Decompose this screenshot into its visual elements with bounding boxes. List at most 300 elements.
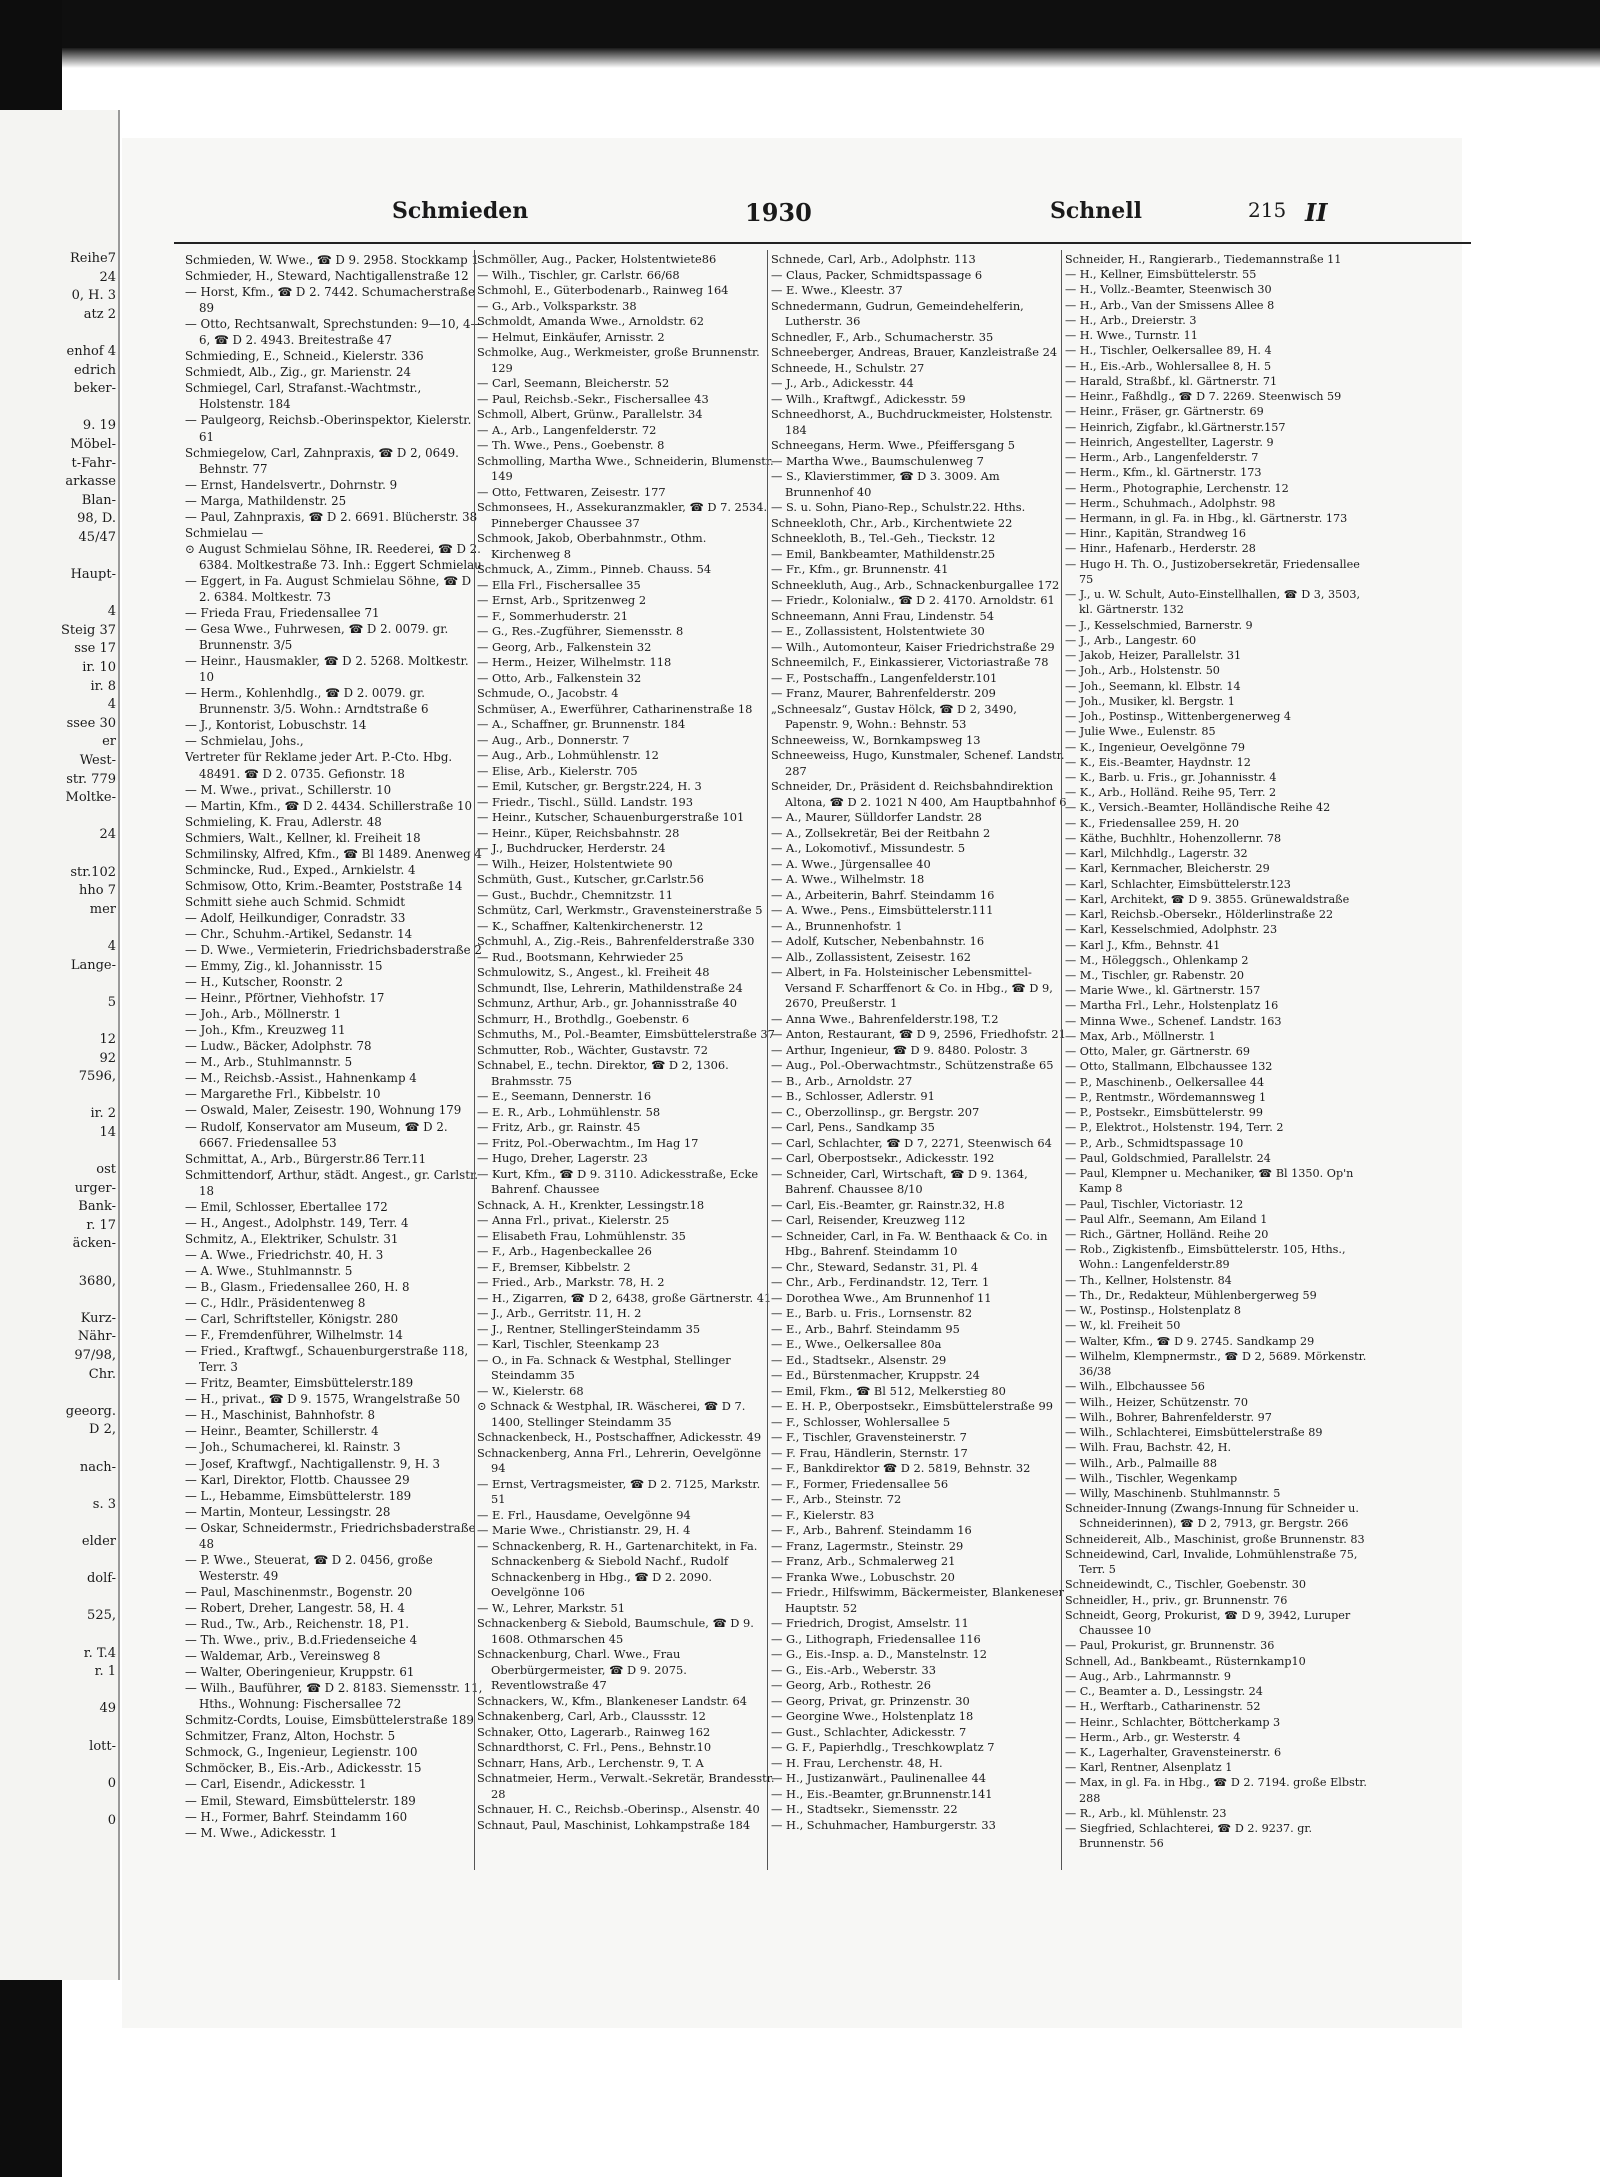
directory-entry: — C., Beamter a. D., Lessingstr. 24 <box>1065 1685 1263 1699</box>
previous-page-fragment: s. 3 <box>92 1496 116 1512</box>
directory-entry: Schneidler, H., priv., gr. Brunnenstr. 76 <box>1065 1593 1288 1607</box>
directory-entry: Schmitt siehe auch Schmid. Schmidt <box>185 894 406 909</box>
previous-page-fragment <box>0 1143 118 1162</box>
directory-entry: ⊙ August Schmielau Söhne, IR. Reederei, ☎ D 2. 6384. Moltkestraße 73. Inh.: Eggert Schmielau <box>185 541 482 572</box>
directory-entry: — Th., Dr., Redakteur, Mühlenbergerweg 59 <box>1065 1288 1317 1302</box>
directory-entry: — Anna Wwe., Bahrenfelderstr.198, T.2 <box>771 1011 999 1026</box>
directory-entry: — F., Arb., Steinstr. 72 <box>771 1492 902 1506</box>
directory-entry: Vertreter für Reklame jeder Art. P.-Cto. Hbg. 48491. ☎ D 2. 0735. Gefionstr. 18 <box>185 750 453 781</box>
directory-entry: — F., Arb., Bahrenf. Steindamm 16 <box>771 1523 972 1537</box>
previous-page-fragment: 49 <box>99 1701 116 1717</box>
directory-entry: — F. Frau, Händlerin, Sternstr. 17 <box>771 1445 968 1460</box>
previous-page-fragment: str. 779 <box>66 771 116 787</box>
previous-page-fragment: str.102 <box>70 864 116 880</box>
directory-entry: — Gesa Wwe., Fuhrwesen, ☎ D 2. 0079. gr. Brunnenstr. 3/5 <box>185 622 449 653</box>
directory-entry: — D. Wwe., Vermieterin, Friedrichsbaderstraße 2 <box>185 943 482 958</box>
previous-page-fragment: 4 <box>107 604 116 620</box>
directory-entry: Schmunz, Arthur, Arb., gr. Johannisstraße 40 <box>477 996 737 1010</box>
directory-entry: Schmiers, Walt., Kellner, kl. Freiheit 18 <box>185 830 421 845</box>
previous-page-fragment: Steig 37 <box>61 622 116 638</box>
directory-entry: Schmoll, Albert, Grünw., Parallelstr. 34 <box>477 407 703 421</box>
directory-entry: Schmonsees, H., Assekuranzmakler, ☎ D 7. 2534. Pinneberger Chaussee 37 <box>477 500 768 530</box>
running-head-first-entry: Schmieden <box>392 198 529 224</box>
directory-entry: — K., Ingenieur, Oevelgönne 79 <box>1065 740 1246 754</box>
directory-entry: Schmieling, K. Frau, Adlerstr. 48 <box>185 814 382 829</box>
directory-entry: — Otto, Fettwaren, Zeisestr. 177 <box>477 484 666 499</box>
directory-entry: — M., Reichsb.-Assist., Hahnenkamp 4 <box>185 1071 417 1086</box>
directory-entry: — Carl, Schriftsteller, Königstr. 280 <box>185 1312 399 1327</box>
directory-entry: — Carl, Seemann, Bleicherstr. 52 <box>477 376 670 390</box>
directory-entry: — Paul, Prokurist, gr. Brunnenstr. 36 <box>1065 1639 1275 1653</box>
directory-entry: — Aug., Arb., Donnerstr. 7 <box>477 732 630 747</box>
directory-entry: — H., Angest., Adolphstr. 149, Terr. 4 <box>185 1215 409 1230</box>
previous-page-fragment <box>0 1514 118 1533</box>
directory-entry: Schmütz, Carl, Werkmstr., Gravensteinerstraße 5 <box>477 903 763 917</box>
directory-entry: Schneidewindt, C., Tischler, Goebenstr. 30 <box>1065 1578 1306 1592</box>
directory-entry: Schmisow, Otto, Krim.-Beamter, Poststraße 14 <box>185 878 463 893</box>
directory-entry: — Max, Arb., Möllnerstr. 1 <box>1065 1029 1216 1043</box>
previous-page-fragment: er <box>102 734 116 750</box>
directory-entry: — Joh., Kfm., Kreuzweg 11 <box>185 1023 346 1038</box>
directory-entry: Schneider, Dr., Präsident d. Reichsbahndirektion Altona, ☎ D 2. 1021 N 400, Am Hauptbahnhof 6 <box>771 779 1067 809</box>
directory-entry: — Wilh., Arb., Palmaille 88 <box>1065 1456 1218 1470</box>
directory-part: II <box>1305 198 1328 227</box>
directory-entry: — S., Klavierstimmer, ☎ D 3. 3009. Am Brunnenhof 40 <box>771 469 1000 499</box>
directory-entry: — Otto, Arb., Falkenstein 32 <box>477 670 642 685</box>
previous-page-fragment: atz 2 <box>83 306 116 322</box>
previous-page-fragment: ssee 30 <box>66 715 116 731</box>
directory-entry: — Th. Wwe., priv., B.d.Friedenseiche 4 <box>185 1633 418 1648</box>
directory-entry: Schneekloth, B., Tel.-Geh., Tieckstr. 12 <box>771 531 996 545</box>
directory-entry: — W., Postinsp., Holstenplatz 8 <box>1065 1304 1241 1318</box>
directory-entry: — F., Tischler, Gravensteinerstr. 7 <box>771 1430 967 1444</box>
directory-entry: — F., Fremdenführer, Wilhelmstr. 14 <box>185 1328 403 1343</box>
directory-entry: — Max, in gl. Fa. in Hbg., ☎ D 2. 7194. große Elbstr. 288 <box>1065 1776 1367 1805</box>
previous-page-fragment: äcken- <box>72 1236 116 1252</box>
directory-entry: — Paul, Zahnpraxis, ☎ D 2. 6691. Blücherstr. 38 <box>185 509 478 524</box>
directory-entry: — J., Arb., Adickesstr. 44 <box>771 376 914 390</box>
directory-entry: — Friedrich, Drogist, Amselstr. 11 <box>771 1616 969 1630</box>
previous-page-fragment: elder <box>81 1533 116 1549</box>
directory-entry: — Herm., Arb., gr. Westerstr. 4 <box>1065 1730 1241 1744</box>
directory-entry: — Marga, Mathildenstr. 25 <box>185 493 347 508</box>
previous-page-fragment <box>0 1087 118 1106</box>
previous-page-fragment: Nähr- <box>77 1329 116 1345</box>
previous-page-fragment: West- <box>79 753 116 769</box>
directory-entry: — Schmielau, Johs., <box>185 734 304 749</box>
directory-entry: — H., Werftarb., Catharinenstr. 52 <box>1065 1700 1261 1714</box>
directory-entry: — H., Former, Bahrf. Steindamm 160 <box>185 1809 408 1824</box>
previous-page-fragment: edrich <box>73 362 116 378</box>
directory-entry: — Aug., Arb., Lahrmannstr. 9 <box>1065 1669 1232 1683</box>
directory-entry: — Schneider, Carl, Wirtschaft, ☎ D 9. 1364, Bahrenf. Chaussee 8/10 <box>771 1166 1028 1196</box>
directory-entry: — Julie Wwe., Eulenstr. 85 <box>1065 725 1216 739</box>
directory-entry: — W., kl. Freiheit 50 <box>1065 1319 1181 1333</box>
previous-page-fragment <box>0 919 118 938</box>
directory-entry: — Albert, in Fa. Holsteinischer Lebensmittel-Versand F. Scharffenort & Co. in Hbg., ☎ D 9, 2670, Preußerstr. 1 <box>771 965 1053 1010</box>
directory-entry: Schnackenberg, Anna Frl., Lehrerin, Oevelgönne 94 <box>477 1445 762 1475</box>
directory-entry: — Claus, Packer, Schmidtspassage 6 <box>771 267 983 282</box>
previous-page-fragment: nach- <box>79 1459 116 1475</box>
directory-entry: — A. Wwe., Wilhelmstr. 18 <box>771 872 925 886</box>
directory-entry: — Aug., Pol.-Oberwachtmstr., Schützenstraße 65 <box>771 1058 1054 1072</box>
directory-entry: — A. Wwe., Friedrichstr. 40, H. 3 <box>185 1247 384 1262</box>
previous-page-fragment: 4 <box>107 938 116 954</box>
previous-page-fragment: ir. 8 <box>90 678 116 694</box>
directory-column-4 <box>1065 252 1375 1872</box>
directory-entry: — Käthe, Buchhltr., Hohenzollernr. 78 <box>1065 831 1282 845</box>
directory-entry: — Alb., Zollassistent, Zeisestr. 162 <box>771 949 972 964</box>
directory-entry: Schmuths, M., Pol.-Beamter, Eimsbüttelerstraße 37 <box>477 1027 775 1041</box>
directory-entry: — Heinr., Schlachter, Böttcherkamp 3 <box>1065 1715 1281 1729</box>
directory-entry: Schnauer, H. C., Reichsb.-Oberinsp., Alsenstr. 40 <box>477 1802 760 1816</box>
directory-entry: — Horst, Kfm., ☎ D 2. 7442. Schumacherstraße 89 <box>185 285 475 316</box>
directory-entry: — Karl, Kernmacher, Bleicherstr. 29 <box>1065 862 1270 876</box>
directory-entry: — Rud., Bootsmann, Kehrwieder 25 <box>477 949 684 964</box>
directory-entry: — F., Bankdirektor ☎ D 2. 5819, Behnstr. 32 <box>771 1461 1031 1475</box>
directory-entry: — E. H. P., Oberpostsekr., Eimsbüttelerstraße 99 <box>771 1399 1053 1413</box>
directory-entry: — Jakob, Heizer, Parallelstr. 31 <box>1065 649 1242 663</box>
directory-entry: — Carl, Eis.-Beamter, gr. Rainstr.32, H.8 <box>771 1197 1005 1212</box>
directory-entry: — P., Postsekr., Eimsbüttelerstr. 99 <box>1065 1106 1263 1120</box>
directory-entry: — Frieda Frau, Friedensallee 71 <box>185 606 380 621</box>
directory-entry: — Ernst, Arb., Spritzenweg 2 <box>477 593 647 607</box>
directory-entry: — Heinr., Küper, Reichsbahnstr. 28 <box>477 825 680 840</box>
previous-page-fragment: 0 <box>107 1775 116 1791</box>
directory-entry: — G., Arb., Volksparkstr. 38 <box>477 298 637 313</box>
running-head-last-entry: Schnell <box>1050 198 1142 224</box>
previous-page-fragment: ir. 10 <box>82 660 116 676</box>
directory-entry: — W., Lehrer, Markstr. 51 <box>477 1600 626 1615</box>
previous-page-fragment: Bank- <box>78 1199 116 1215</box>
directory-entry: Schneemann, Anni Frau, Lindenstr. 54 <box>771 608 994 623</box>
directory-entry: Schmüth, Gust., Kutscher, gr.Carlstr.56 <box>477 872 704 886</box>
directory-entry: — B., Schlosser, Adlerstr. 91 <box>771 1089 935 1103</box>
directory-entry: — Rich., Gärtner, Holländ. Reihe 20 <box>1065 1228 1269 1241</box>
directory-entry: — E. Wwe., Kleestr. 37 <box>771 283 903 297</box>
directory-entry: — M. Wwe., privat., Schillerstr. 10 <box>185 782 392 797</box>
directory-entry: Schmohl, E., Güterbodenarb., Rainweg 164 <box>477 283 729 297</box>
directory-entry: — Schneider, Carl, in Fa. W. Benthaack & Co. in Hbg., Bahrenf. Steindamm 10 <box>771 1228 1048 1258</box>
directory-entry: — Karl, Reichsb.-Obersekr., Hölderlinstraße 22 <box>1065 908 1334 922</box>
directory-entry: Schnaut, Paul, Maschinist, Lohkampstraße 184 <box>477 1817 751 1832</box>
directory-entry: — C., Oberzollinsp., gr. Bergstr. 207 <box>771 1104 980 1119</box>
directory-entry: Schmude, O., Jacobstr. 4 <box>477 686 619 700</box>
directory-entry: — Rob., Zigkistenfb., Eimsbüttelerstr. 105, Hths., Wohn.: Langenfelderstr.89 <box>1065 1243 1346 1272</box>
directory-entry: — Joh., Schumacherei, kl. Rainstr. 3 <box>185 1440 401 1455</box>
directory-entry: Schmieden, W. Wwe., ☎ D 9. 2958. Stockkamp 1 <box>185 253 479 267</box>
previous-page-fragment <box>0 1756 118 1775</box>
previous-page-fragment: Reihe7 <box>70 251 116 266</box>
directory-entry: — Friedr., Kolonialw., ☎ D 2. 4170. Arnoldstr. 61 <box>771 593 1055 607</box>
directory-entry: — Ed., Stadtsekr., Alsenstr. 29 <box>771 1352 947 1367</box>
previous-page-fragment <box>0 1440 118 1459</box>
previous-page-fragment: mer <box>89 901 116 917</box>
directory-entry: — Heinr., Kutscher, Schauenburgerstraße 101 <box>477 810 745 824</box>
previous-page-fragment: sse 17 <box>74 641 116 657</box>
directory-entry: — E., Zollassistent, Holstentwiete 30 <box>771 624 985 638</box>
directory-entry: — C., Hdlr., Präsidentenweg 8 <box>185 1296 366 1311</box>
previous-page-fragment <box>0 548 118 567</box>
directory-entry: — Martha Wwe., Baumschulenweg 7 <box>771 453 984 468</box>
previous-page-fragment: beker- <box>73 381 116 397</box>
previous-page-fragment <box>0 845 118 864</box>
directory-entry: — Fritz, Arb., gr. Rainstr. 45 <box>477 1120 641 1134</box>
previous-page-fragment: 45/47 <box>78 529 116 545</box>
directory-entry: Schmittendorf, Arthur, städt. Angest., gr. Carlstr. 18 <box>185 1167 479 1198</box>
directory-entry: — Minna Wwe., Schenef. Landstr. 163 <box>1065 1014 1282 1028</box>
directory-entry: — H., Arb., Van der Smissens Allee 8 <box>1065 298 1275 312</box>
directory-entry: Schnackenburg, Charl. Wwe., Frau Oberbürgermeister, ☎ D 9. 2075. Reventlowstraße 47 <box>477 1647 687 1692</box>
previous-page-fragment: ost <box>96 1162 116 1178</box>
directory-entry: — Karl J., Kfm., Behnstr. 41 <box>1065 938 1221 952</box>
directory-entry: Schnell, Ad., Bankbeamt., Rüsternkamp10 <box>1065 1654 1306 1668</box>
directory-entry: — H., Stadtsekr., Siemensstr. 22 <box>771 1802 958 1816</box>
previous-page-fragment <box>0 1477 118 1496</box>
directory-entry: — P., Elektrot., Holstenstr. 194, Terr. 2 <box>1065 1121 1284 1135</box>
directory-entry: Schneidereit, Alb., Maschinist, große Brunnenstr. 83 <box>1065 1532 1365 1546</box>
directory-entry: — Paul, Reichsb.-Sekr., Fischersallee 43 <box>477 391 709 406</box>
directory-entry: — Georg, Privat, gr. Prinzenstr. 30 <box>771 1693 970 1708</box>
directory-entry: — Wilh., Tischler, gr. Carlstr. 66/68 <box>477 267 680 282</box>
directory-entry: — Ernst, Vertragsmeister, ☎ D 2. 7125, Markstr. 51 <box>477 1476 761 1506</box>
directory-entry: — Joh., Arb., Möllnerstr. 1 <box>185 1007 342 1022</box>
previous-page-fragment <box>0 1719 118 1738</box>
directory-entry: — H., Kellner, Eimsbüttelerstr. 55 <box>1065 268 1257 282</box>
directory-entry: — Carl, Oberpostsekr., Adickesstr. 192 <box>771 1151 995 1165</box>
directory-entry: — Georg, Arb., Rothestr. 26 <box>771 1678 931 1692</box>
previous-page-fragment <box>0 808 118 827</box>
directory-entry: Schmitz, A., Elektriker, Schulstr. 31 <box>185 1231 399 1246</box>
previous-page-fragment: Haupt- <box>70 567 116 583</box>
directory-entry: „Schneesalz“, Gustav Hölck, ☎ D 2, 3490, Papenstr. 9, Wohn.: Behnstr. 53 <box>771 701 1017 731</box>
directory-entry: — Oskar, Schneidermstr., Friedrichsbaderstraße 48 <box>185 1520 476 1551</box>
directory-entry: — P. Wwe., Steuerat, ☎ D 2. 0456, große Westerstr. 49 <box>185 1552 433 1583</box>
directory-entry: Schmundt, Ilse, Lehrerin, Mathildenstraße 24 <box>477 980 743 995</box>
previous-page-fragment: D 2, <box>89 1422 116 1438</box>
previous-page-fragment: 24 <box>99 827 116 843</box>
directory-entry: — Georgine Wwe., Holstenplatz 18 <box>771 1709 974 1723</box>
directory-entry: Schmieder, H., Steward, Nachtigallenstraße 12 <box>185 269 469 284</box>
directory-entry: — Paulgeorg, Reichsb.-Oberinspektor, Kielerstr. 61 <box>185 413 472 444</box>
directory-entry: — G., Eis.-Arb., Weberstr. 33 <box>771 1662 937 1677</box>
directory-column-2 <box>477 252 777 1872</box>
previous-page-fragment: Chr. <box>88 1366 116 1382</box>
previous-page-fragment: hho 7 <box>79 883 116 899</box>
directory-entry: — Th. Wwe., Pens., Goebenstr. 8 <box>477 438 665 452</box>
directory-entry: Schnaker, Otto, Lagerarb., Rainweg 162 <box>477 1724 711 1739</box>
directory-entry: — Karl, Kesselschmied, Adolphstr. 23 <box>1065 923 1278 937</box>
directory-entry: — H. Wwe., Turnstr. 11 <box>1065 329 1198 343</box>
previous-page-fragment <box>0 1682 118 1701</box>
directory-entry: — A., Lokomotivf., Missundestr. 5 <box>771 841 966 855</box>
directory-entry: ⊙ Schnack & Westphal, IR. Wäscherei, ☎ D 7. 1400, Stellinger Steindamm 35 <box>477 1399 746 1429</box>
directory-entry: — Hugo H. Th. O., Justizobersekretär, Friedensallee 75 <box>1065 557 1360 586</box>
directory-entry: — E., Wwe., Oelkersallee 80a <box>771 1337 942 1351</box>
directory-entry: Schmuhl, A., Zig.-Reis., Bahrenfelderstraße 330 <box>477 934 755 948</box>
directory-entry: — Otto, Rechtsanwalt, Sprechstunden: 9—10, 4—6, ☎ D 2. 4943. Breitestraße 47 <box>185 317 483 348</box>
directory-entry: — Georg, Arb., Falkenstein 32 <box>477 639 652 654</box>
column-divider <box>1061 250 1062 1870</box>
directory-entry: — F., Sommerhuderstr. 21 <box>477 608 628 623</box>
directory-entry: — F., Arb., Hagenbeckallee 26 <box>477 1244 652 1258</box>
directory-entry: — P., Rentmstr., Wördemannsweg 1 <box>1065 1090 1267 1104</box>
directory-entry: Schnakenberg, Carl, Arb., Claussstr. 12 <box>477 1709 706 1723</box>
directory-entry: — J., u. W. Schult, Auto-Einstellhallen, ☎ D 3, 3503, kl. Gärtnerstr. 132 <box>1065 588 1361 617</box>
directory-entry: — K., Barb. u. Fris., gr. Johannisstr. 4 <box>1065 770 1277 784</box>
previous-page-fragment: 0, H. 3 <box>71 288 116 304</box>
directory-entry: — Chr., Arb., Ferdinandstr. 12, Terr. 1 <box>771 1275 990 1289</box>
directory-entry: — A., Schaffner, gr. Brunnenstr. 184 <box>477 717 686 731</box>
directory-entry: — A., Maurer, Sülldorfer Landstr. 28 <box>771 810 982 824</box>
directory-entry: — Waldemar, Arb., Vereinsweg 8 <box>185 1649 381 1664</box>
directory-entry: Schmiegel, Carl, Strafanst.-Wachtmstr., Holstenstr. 184 <box>185 381 422 412</box>
directory-entry: — E., Barb. u. Fris., Lornsenstr. 82 <box>771 1306 973 1320</box>
directory-entry: — Anton, Restaurant, ☎ D 9, 2596, Friedhofstr. 21 <box>771 1027 1066 1041</box>
column-divider <box>474 250 475 1870</box>
directory-entry: — M., Arb., Stuhlmannstr. 5 <box>185 1055 353 1070</box>
directory-entry: Schmittat, A., Arb., Bürgerstr.86 Terr.11 <box>185 1151 427 1166</box>
directory-entry: — K., Arb., Holländ. Reihe 95, Terr. 2 <box>1065 786 1277 800</box>
directory-entry: — Herm., Kohlenhdlg., ☎ D 2. 0079. gr. Brunnenstr. 3/5. Wohn.: Arndtstraße 6 <box>185 686 429 717</box>
directory-entry: — H., Justizanwärt., Paulinenallee 44 <box>771 1771 986 1785</box>
directory-entry: — Robert, Dreher, Langestr. 58, H. 4 <box>185 1600 405 1615</box>
directory-entry: Schmitz-Cordts, Louise, Eimsbüttelerstraße 189 <box>185 1713 474 1728</box>
previous-page-fragment: 0 <box>107 1812 116 1828</box>
previous-page-fragment: ir. 2 <box>90 1106 116 1122</box>
previous-page-fragment: 4 <box>107 697 116 713</box>
directory-entry: — Wilh., Heizer, Schützenstr. 70 <box>1065 1395 1249 1409</box>
directory-entry: — Carl, Eisendr., Adickesstr. 1 <box>185 1777 367 1792</box>
directory-entry: Schnardthorst, C. Frl., Pens., Behnstr.10 <box>477 1740 712 1754</box>
previous-page-fragment: Lange- <box>70 957 116 973</box>
directory-entry: Schneider, H., Rangierarb., Tiedemannstraße 11 <box>1065 253 1342 266</box>
directory-entry: — Herm., Photographie, Lerchenstr. 12 <box>1065 481 1289 495</box>
directory-entry: — Helmut, Einkäufer, Arnisstr. 2 <box>477 329 665 344</box>
directory-entry: — Karl, Schlachter, Eimsbüttelerstr.123 <box>1065 877 1291 891</box>
previous-page-fragment: dolf- <box>86 1571 116 1587</box>
directory-entry: — R., Arb., kl. Mühlenstr. 23 <box>1065 1806 1227 1820</box>
previous-page-fragment: Kurz- <box>80 1310 116 1326</box>
directory-entry: — Chr., Schuhm.-Artikel, Sedanstr. 14 <box>185 926 413 941</box>
directory-entry: — Carl, Reisender, Kreuzweg 112 <box>771 1213 966 1227</box>
directory-entry: — Karl, Rentner, Alsenplatz 1 <box>1065 1761 1233 1775</box>
directory-entry: — H., privat., ☎ D 9. 1575, Wrangelstraße 50 <box>185 1392 461 1407</box>
directory-entry: Schnarr, Hans, Arb., Lerchenstr. 9, T. A <box>477 1755 704 1770</box>
previous-page-fragment <box>0 1291 118 1310</box>
directory-entry: — G., Eis.-Insp. a. D., Manstelnstr. 12 <box>771 1647 987 1661</box>
directory-entry: — Gust., Buchdr., Chemnitzstr. 11 <box>477 887 674 902</box>
previous-page-fragment: geeorg. <box>65 1403 116 1419</box>
directory-entry: — A., Zollsekretär, Bei der Reitbahn 2 <box>771 825 991 840</box>
directory-entry: — Wilh., Automonteur, Kaiser Friedrichstraße 29 <box>771 639 1055 654</box>
directory-entry: Schmolling, Martha Wwe., Schneiderin, Blumenstr. 149 <box>477 453 774 483</box>
directory-entry: Schneemilch, F., Einkassierer, Victoriastraße 78 <box>771 655 1049 669</box>
directory-entry: — K., Schaffner, Kaltenkirchenerstr. 12 <box>477 918 704 933</box>
directory-entry: — Wilh., Schlachterei, Eimsbüttelerstraße 89 <box>1065 1426 1323 1440</box>
directory-entry: Schmoldt, Amanda Wwe., Arnoldstr. 62 <box>477 314 704 328</box>
previous-page-fragment <box>0 1552 118 1571</box>
directory-entry: — Joh., Seemann, kl. Elbstr. 14 <box>1065 679 1241 693</box>
directory-entry: — Hinr., Hafenarb., Herderstr. 28 <box>1065 542 1256 556</box>
directory-entry: — B., Glasm., Friedensallee 260, H. 8 <box>185 1280 410 1294</box>
directory-entry: — Harald, Straßbf., kl. Gärtnerstr. 71 <box>1065 374 1278 388</box>
directory-entry: Schneider-Innung (Zwangs-Innung für Schneider u. Schneiderinnen), ☎ D 2, 7913, gr. Bergstr. 266 <box>1065 1502 1359 1531</box>
directory-entry: — Paul, Klempner u. Mechaniker, ☎ Bl 1350. Op'n Kamp 8 <box>1065 1167 1354 1196</box>
directory-entry: — F., Postschaffn., Langenfelderstr.101 <box>771 670 998 685</box>
directory-entry: — Chr., Steward, Sedanstr. 31, Pl. 4 <box>771 1259 979 1274</box>
directory-entry: — Willy, Maschinenb. Stuhlmannstr. 5 <box>1065 1486 1281 1500</box>
previous-page-fragment: 97/98, <box>74 1348 116 1364</box>
directory-entry: — K., Eis.-Beamter, Haydnstr. 12 <box>1065 755 1251 769</box>
directory-entry: — Paul Alfr., Seemann, Am Eiland 1 <box>1065 1212 1268 1226</box>
directory-entry: Schneede, H., Schulstr. 27 <box>771 360 925 375</box>
previous-page-fragment: r. 17 <box>86 1217 116 1233</box>
directory-entry: — Wilh., Bauführer, ☎ D 2. 8183. Siemensstr. 11, Hths., Wohnung: Fischersallee 72 <box>185 1681 483 1712</box>
previous-page-fragment <box>0 1384 118 1403</box>
directory-entry: — Wilh., Heizer, Holstentwiete 90 <box>477 856 673 871</box>
directory-column-1 <box>185 252 485 1872</box>
directory-entry: — Wilh., Kraftwgf., Adickesstr. 59 <box>771 391 966 406</box>
previous-page-fragment: t-Fahr- <box>71 455 116 471</box>
directory-entry: — Oswald, Maler, Zeisestr. 190, Wohnung 179 <box>185 1103 462 1118</box>
previous-page-fragment: 12 <box>99 1031 116 1047</box>
directory-entry: — H., Eis.-Arb., Wohlersallee 8, H. 5 <box>1065 359 1272 373</box>
directory-entry: — M., Tischler, gr. Rabenstr. 20 <box>1065 969 1244 983</box>
previous-page-fragment: lott- <box>89 1738 116 1754</box>
directory-entry: — A., Arbeiterin, Bahrf. Steindamm 16 <box>771 887 995 902</box>
directory-entry: — Marie Wwe., kl. Gärtnerstr. 157 <box>1065 984 1261 998</box>
directory-entry: — Hinr., Kapitän, Strandweg 16 <box>1065 527 1247 541</box>
directory-entry: — Ed., Bürstenmacher, Kruppstr. 24 <box>771 1368 980 1382</box>
directory-entry: — Wilhelm, Klempnermstr., ☎ D 2, 5689. Mörkenstr. 36/38 <box>1065 1349 1367 1379</box>
directory-entry: — Otto, Stallmann, Elbchaussee 132 <box>1065 1060 1273 1074</box>
directory-entry: — Walter, Oberingenieur, Kruppstr. 61 <box>185 1665 415 1680</box>
directory-entry: — Wilh., Bohrer, Bahrenfelderstr. 97 <box>1065 1410 1272 1424</box>
directory-entry: — H. Frau, Lerchenstr. 48, H. <box>771 1755 943 1770</box>
directory-entry: — Josef, Kraftwgf., Nachtigallenstr. 9, H. 3 <box>185 1456 441 1471</box>
directory-entry: — Schnackenberg, R. H., Gartenarchitekt, in Fa. Schnackenberg & Siebold Nachf., Rudolf Schnackenberg in Hbg., ☎ D 2. 2090. Oevelgönne 106 <box>477 1538 758 1599</box>
directory-entry: — Ludw., Bäcker, Adolphstr. 78 <box>185 1039 372 1054</box>
directory-entry: — F., Former, Friedensallee 56 <box>771 1476 949 1491</box>
directory-entry: — H., Vollz.-Beamter, Steenwisch 30 <box>1065 283 1272 297</box>
header-rule <box>174 242 1471 244</box>
directory-entry: — P., Maschinenb., Oelkersallee 44 <box>1065 1075 1265 1089</box>
directory-entry: — F., Schlosser, Wohlersallee 5 <box>771 1414 951 1429</box>
directory-entry: Schnabel, E., techn. Direktor, ☎ D 2, 1306. Brahmsstr. 75 <box>477 1058 729 1088</box>
directory-entry: — H., Eis.-Beamter, gr.Brunnenstr.141 <box>771 1786 993 1801</box>
directory-entry: — S. u. Sohn, Piano-Rep., Schulstr.22. Hths. <box>771 500 1026 514</box>
previous-page-fragment: 92 <box>99 1050 116 1066</box>
directory-entry: — Hermann, in gl. Fa. in Hbg., kl. Gärtnerstr. 173 <box>1065 511 1348 525</box>
directory-entry: Schmitzer, Franz, Alton, Hochstr. 5 <box>185 1729 396 1744</box>
directory-entry: Schmilinsky, Alfred, Kfm., ☎ Bl 1489. Anenweg 4 <box>185 846 482 861</box>
directory-entry: — O., in Fa. Schnack & Westphal, Stellinger Steindamm 35 <box>477 1352 731 1382</box>
directory-entry: — Herm., Schuhmach., Adolphstr. 98 <box>1065 496 1276 510</box>
directory-entry: — Emil, Fkm., ☎ Bl 512, Melkerstieg 80 <box>771 1383 1006 1398</box>
directory-entry: Schmulowitz, S., Angest., kl. Freiheit 48 <box>477 965 710 979</box>
directory-entry: Schmock, G., Ingenieur, Legienstr. 100 <box>185 1745 418 1760</box>
directory-entry: Schmuck, A., Zimm., Pinneb. Chauss. 54 <box>477 562 712 576</box>
directory-entry: — Emil, Bankbeamter, Mathildenstr.25 <box>771 546 996 561</box>
directory-entry: — Heinr., Hausmakler, ☎ D 2. 5268. Moltkestr. 10 <box>185 654 469 685</box>
directory-entry: — Joh., Musiker, kl. Bergstr. 1 <box>1065 694 1235 708</box>
directory-entry: Schmiedt, Alb., Zig., gr. Marienstr. 24 <box>185 365 412 380</box>
directory-entry: Schneekluth, Aug., Arb., Schnackenburgallee 172 <box>771 577 1060 592</box>
directory-entry: — Friedr., Tischl., Sülld. Landstr. 193 <box>477 794 693 809</box>
previous-page-fragment <box>0 585 118 604</box>
directory-entry: — Friedr., Hilfswimm, Bäckermeister, Blankeneser Hauptstr. 52 <box>771 1585 1064 1615</box>
